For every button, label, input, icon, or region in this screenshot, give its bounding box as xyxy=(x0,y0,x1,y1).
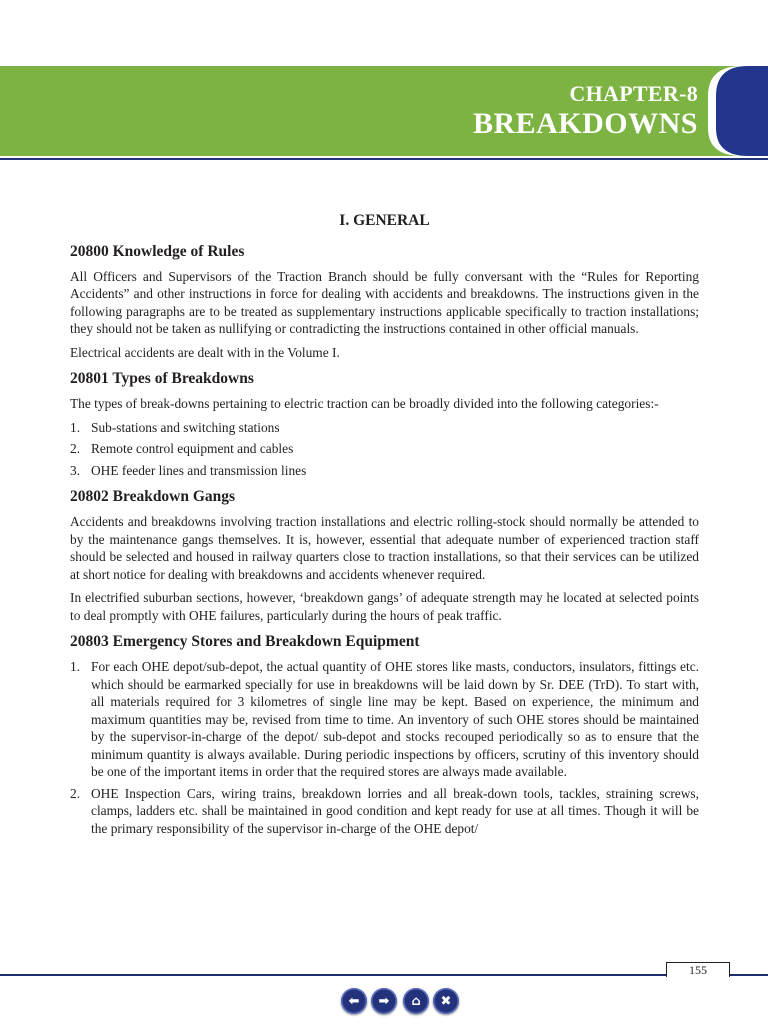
section-title: I. GENERAL xyxy=(339,212,430,229)
paragraph: Electrical accidents are dealt with in the Volume I. xyxy=(70,344,340,360)
heading-20801: 20801 Types of Breakdowns xyxy=(70,370,254,387)
next-page-button[interactable] xyxy=(371,988,397,1014)
chapter-number: CHAPTER-8 xyxy=(569,81,698,106)
home-icon: ⌂ xyxy=(411,993,421,1009)
arrow-right-icon: ➡ xyxy=(378,993,390,1009)
close-button[interactable] xyxy=(433,988,459,1014)
list-item: 1. Sub-stations and switching stations xyxy=(70,419,280,435)
list-item: 1. For each OHE depot/sub-depot, the actual quantity of OHE stores like masts, conductors, insulators, fittings etc. which should be earmarked specially for use in breakdowns will be laid down by Sr. DEE (TrD). To start with, all materials required for 3 kilometres of single line may be kept. Based on experience, the minimum and maximum quantities may be, revised from time to time. An inventory of such OHE stores should be maintained by the supervisor-in-charge of the depot/ sub-depot and stocks recouped periodically so as to ensure that the minimum quantity is always available. During periodic inspections by officers, scrutiny of this inventory should be one of the important items in order that the required stores are always made available. xyxy=(70,659,699,779)
list-item: 2. Remote control equipment and cables xyxy=(70,441,294,456)
paragraph: In electrified suburban sections, however, ‘breakdown gangs’ of adequate strength may he located at selected points to deal promptly with OHE failures, particularly during the hours of peak traffic. xyxy=(70,590,699,623)
page-content xyxy=(70,212,699,843)
heading-20803: 20803 Emergency Stores and Breakdown Equipment xyxy=(70,633,420,650)
paragraph: Accidents and breakdowns involving traction installations and electric rolling-stock should normally be attended to by the maintenance gangs themselves. It is, however, essential that adequate number of experienced traction staff should be selected and housed in railway quarters close to traction installations, so that their services can be utilized at short notice for dealing with breakdowns and accidents whenever required. xyxy=(70,514,699,582)
emergency-stores-list xyxy=(70,658,699,837)
previous-page-button[interactable] xyxy=(341,988,367,1014)
close-icon: ✖ xyxy=(440,993,452,1009)
home-button[interactable] xyxy=(403,988,429,1014)
heading-20802: 20802 Breakdown Gangs xyxy=(70,488,236,505)
footer-rule xyxy=(0,974,768,976)
arrow-left-icon: ⬅ xyxy=(348,993,360,1009)
page-number: 155 xyxy=(666,962,730,977)
breakdown-types-list xyxy=(70,419,699,480)
paragraph: All Officers and Supervisors of the Traction Branch should be fully conversant with the “Rules for Reporting Accidents” and other instructions in force for dealing with accidents and breakdowns. The instructions given in the following paragraphs are to be treated as supplementary instructions applicable specifically to traction installations; they should not be taken as nullifying or contradicting the instructions contained in other official manuals. xyxy=(70,268,699,336)
list-item: 3. OHE feeder lines and transmission lines xyxy=(70,462,307,478)
list-item: 2. OHE Inspection Cars, wiring trains, breakdown lorries and all break-down tools, tackles, straining screws, clamps, ladders etc. shall be maintained in good condition and kept ready for use at all times. Though it will be the primary responsibility of the supervisor in-charge of the OHE depot/ xyxy=(70,785,699,836)
chapter-title: BREAKDOWNS xyxy=(472,107,698,140)
heading-20800: 20800 Knowledge of Rules xyxy=(70,242,245,260)
paragraph: The types of break-downs pertaining to electric traction can be broadly divided into the following categories:- xyxy=(70,396,659,411)
